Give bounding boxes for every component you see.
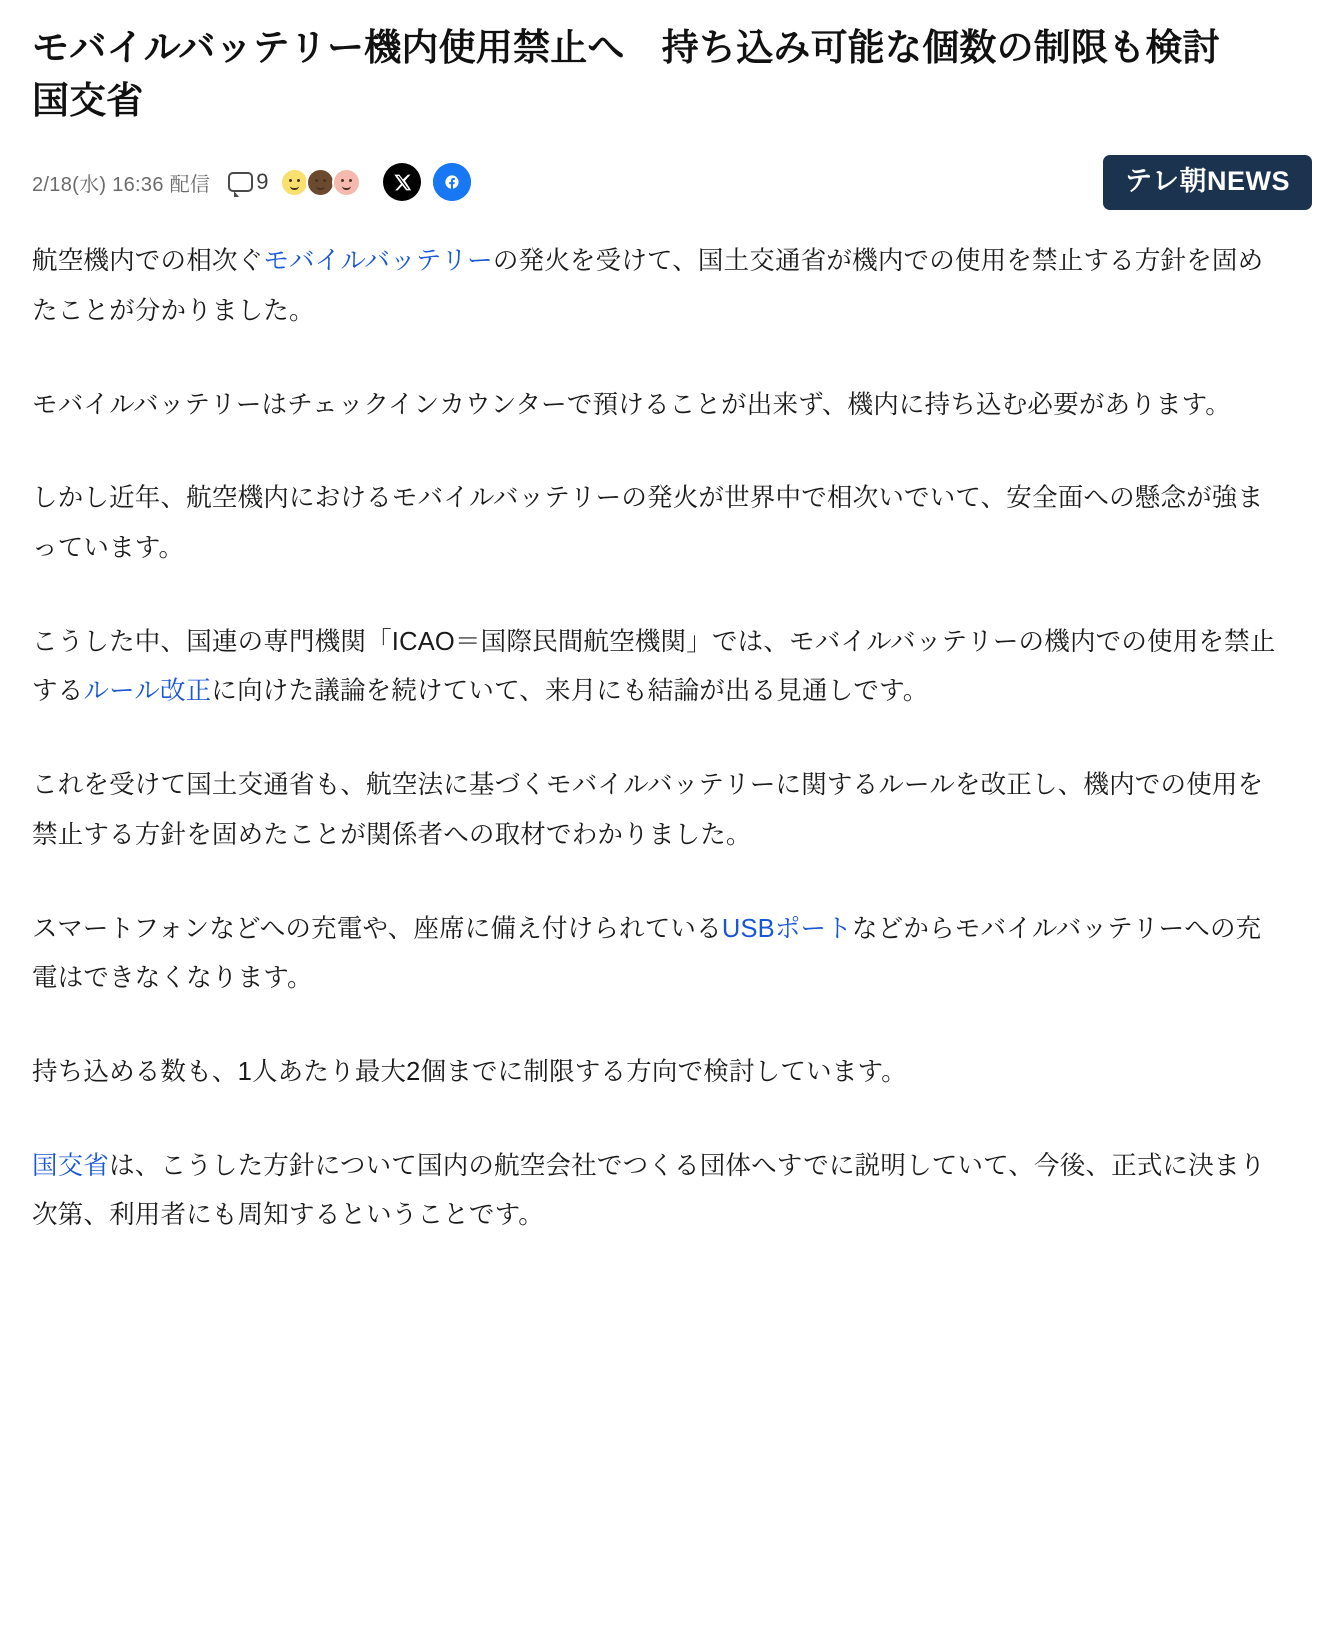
article-text-run: こうした中、国連の専門機関「ICAO＝国際民間航空機関」では、モバイルバッテリーの機内での使用を禁止する	[32, 627, 1276, 706]
publish-timestamp: 2/18(水) 16:36 配信	[32, 173, 211, 196]
article-text-run: しかし近年、航空機内におけるモバイルバッテリーの発火が世界中で相次いでいて、安全面への懸念が強まっています。	[32, 484, 1264, 562]
article-body	[32, 237, 1312, 1241]
article-paragraph	[32, 1142, 1282, 1241]
comment-icon	[228, 172, 253, 192]
article-paragraph	[32, 761, 1282, 860]
article-inline-link[interactable]: モバイルバッテリー	[263, 247, 493, 276]
article-text-run: スマートフォンなどへの充電や、座席に備え付けられている	[32, 914, 722, 943]
article-text-run: 持ち込める数も、1人あたり最大2個までに制限する方向で検討しています。	[32, 1057, 907, 1086]
comment-count-label: 9	[256, 169, 269, 195]
article-text-run: 航空機内での相次ぐ	[32, 247, 264, 276]
x-share-button[interactable]	[383, 163, 421, 201]
article-paragraph	[32, 381, 1282, 431]
article-text-run: に向けた議論を続けていて、来月にも結論が出る見通しです。	[211, 677, 929, 706]
article-meta-row	[32, 151, 1312, 213]
source-badge[interactable]: テレ朝NEWS	[1103, 155, 1312, 210]
facebook-icon	[433, 163, 471, 201]
article-text-run: の発火を受けて、国土交通省が機内での使用を禁止する方針を固めたことが分かりました。	[32, 247, 1264, 325]
reaction-smile-pink-icon	[332, 168, 361, 197]
article-paragraph	[32, 237, 1282, 336]
article-paragraph	[32, 1048, 1282, 1098]
article-inline-link[interactable]: USBポート	[721, 914, 852, 943]
social-share-group	[383, 163, 471, 201]
article-text-run: などからモバイルバッテリーへの充電はできなくなります。	[32, 914, 1262, 993]
facebook-share-button[interactable]	[433, 163, 471, 201]
reaction-smile-yellow-icon	[280, 168, 309, 197]
article-inline-link[interactable]: ルール改正	[83, 677, 212, 706]
reaction-avatars[interactable]	[280, 168, 361, 197]
article-text-run: は、こうした方針について国内の航空会社でつくる団体へすでに説明していて、今後、正式に決まり次第、利用者にも周知するということです。	[32, 1151, 1266, 1230]
article-paragraph	[32, 905, 1282, 1004]
article-paragraph	[32, 474, 1282, 573]
article-inline-link[interactable]: 国交省	[32, 1151, 110, 1180]
x-icon	[393, 173, 412, 192]
article-text-run: モバイルバッテリーはチェックインカウンターで預けることが出来ず、機内に持ち込む必要があります。	[32, 390, 1231, 419]
reaction-smile-dark-icon	[306, 168, 335, 197]
page-title: モバイルバッテリー機内使用禁止へ 持ち込み可能な個数の制限も検討 国交省	[32, 27, 1258, 121]
article-text-run: これを受けて国土交通省も、航空法に基づくモバイルバッテリーに関するルールを改正し、機内での使用を禁止する方針を固めたことが関係者への取材でわかりました。	[32, 771, 1264, 849]
meta-left-group	[32, 163, 1103, 201]
article-paragraph	[32, 618, 1282, 717]
comment-count-link[interactable]	[228, 169, 268, 195]
